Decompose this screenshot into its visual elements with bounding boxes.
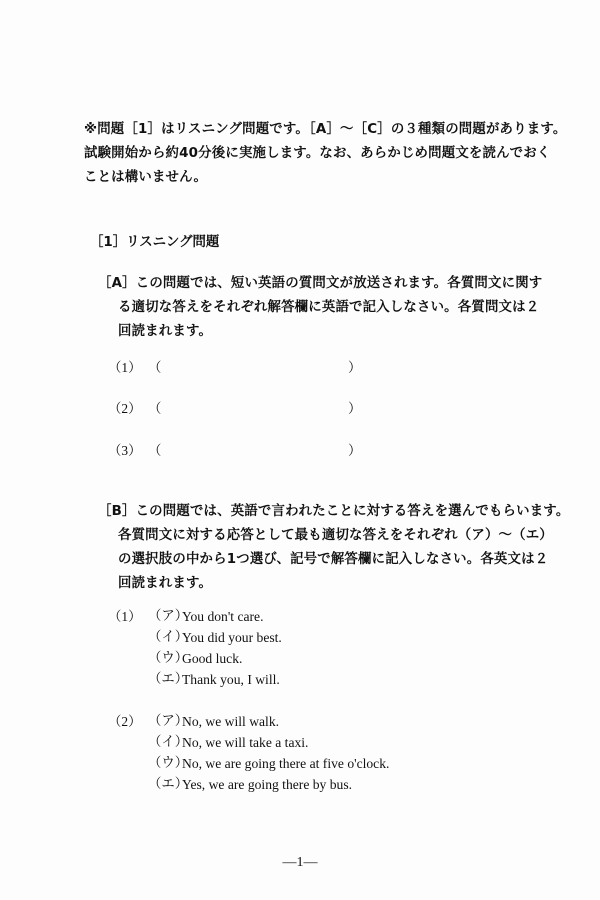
answer-row-3 [108, 440, 361, 459]
choice-text: Thank you, I will. [182, 672, 280, 687]
choice-text: You don't care. [182, 609, 264, 624]
answer-row-1 [108, 357, 361, 376]
open-paren: （ [148, 401, 162, 416]
part-b-line: 回読まれます。 [118, 576, 213, 591]
instruction-note [84, 118, 567, 190]
choice-mark: （イ） [148, 630, 189, 645]
question-number: （1） [108, 609, 142, 624]
choice-text: No, we will walk. [182, 714, 280, 729]
choice-text: Yes, we are going there by bus. [182, 777, 353, 792]
choice-text: Good luck. [182, 651, 243, 666]
choice-text: You did your best. [182, 630, 282, 645]
part-a-line: ［A］この問題では、短い英語の質問文が放送されます。各質問文に関す [98, 276, 543, 291]
page-number: —1— [282, 855, 318, 870]
choice-mark: （ア） [148, 714, 189, 729]
open-paren: （ [148, 443, 162, 458]
note-line: 試験開始から約40分後に実施します。なお、あらかじめ問題文を読んでおく [84, 146, 551, 161]
note-line: ことは構いません。 [84, 170, 208, 185]
choice-text: No, we will take a taxi. [182, 735, 309, 750]
close-paren: ） [348, 401, 362, 416]
section-title: ［1］リスニング問題 [90, 235, 220, 250]
part-b-line: の選択肢の中から1つ選び、記号で解答欄に記入しなさい。各英文は２ [118, 552, 549, 567]
answer-number: （3） [108, 443, 142, 458]
close-paren: ） [348, 443, 362, 458]
answer-number: （2） [108, 401, 142, 416]
open-paren: （ [148, 360, 162, 375]
part-b-line: 各質問文に対する応答として最も適切な答えをそれぞれ（ア）～（エ） [118, 528, 553, 543]
choice-mark: （ウ） [148, 651, 189, 666]
answer-row-2 [108, 398, 361, 417]
note-line: ※問題［1］はリスニング問題です。［A］～［C］の３種類の問題があります。 [84, 122, 567, 137]
part-a-line: る適切な答えをそれぞれ解答欄に英語で記入しなさい。各質問文は２ [118, 300, 540, 315]
choice-mark: （エ） [148, 672, 189, 687]
answer-number: （1） [108, 360, 142, 375]
choice-mark: （ア） [148, 609, 189, 624]
choice-mark: （ウ） [148, 756, 189, 771]
choice-text: No, we are going there at five o'clock. [182, 756, 390, 771]
choice-mark: （エ） [148, 777, 189, 792]
choice-mark: （イ） [148, 735, 189, 750]
question-number: （2） [108, 714, 142, 729]
close-paren: ） [348, 360, 362, 375]
part-b-line: ［B］この問題では、英語で言われたことに対する答えを選んでもらいます。 [98, 504, 570, 519]
part-b-instructions [98, 500, 569, 596]
part-a-instructions [98, 272, 542, 344]
part-a-line: 回読まれます。 [118, 324, 213, 339]
